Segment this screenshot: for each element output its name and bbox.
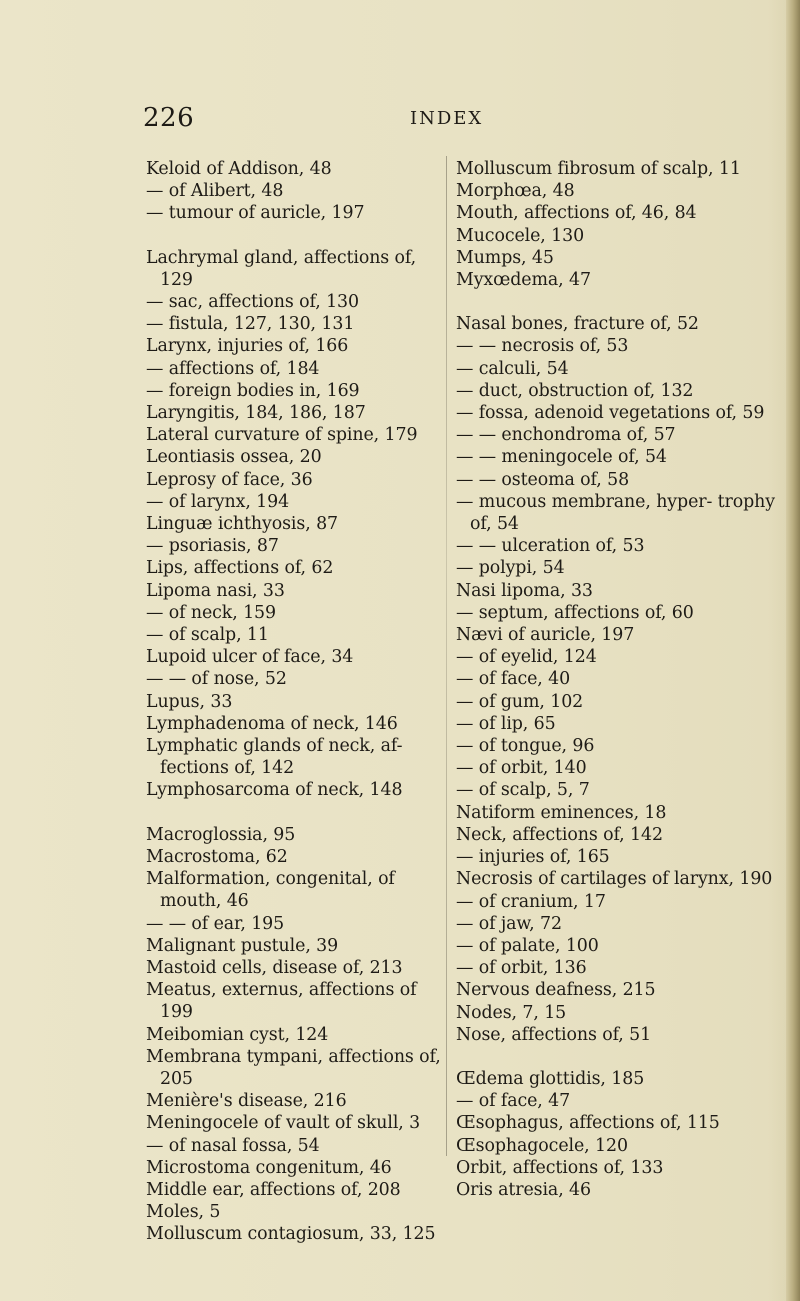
- index-entry: Mouth, affections of, 46, 84: [456, 203, 697, 224]
- index-column-right: [456, 158, 786, 1201]
- index-entry: Myxœdema, 47: [456, 270, 591, 291]
- index-entry: — — of nose, 52: [146, 669, 287, 690]
- index-entry: Neck, affections of, 142: [456, 824, 663, 845]
- page-number: 226: [143, 103, 195, 133]
- index-entry: Nævi of auricle, 197: [456, 625, 635, 646]
- index-entry: Lupus, 33: [146, 691, 233, 712]
- index-entry: Molluscum fibrosum of scalp, 11: [456, 159, 741, 179]
- index-entry: — of scalp, 11: [146, 625, 269, 646]
- index-entry: — calculi, 54: [456, 358, 569, 379]
- index-entry: — mucous membrane, hyper- trophy of, 54: [456, 491, 781, 535]
- index-entry: Macroglossia, 95: [146, 824, 296, 845]
- index-entry: Leprosy of face, 36: [146, 469, 313, 490]
- index-entry: Malignant pustule, 39: [146, 935, 339, 956]
- index-entry: — duct, obstruction of, 132: [456, 380, 694, 401]
- index-entry: Mumps, 45: [456, 247, 554, 268]
- index-entry: — of gum, 102: [456, 691, 584, 712]
- index-entry: Laryngitis, 184, 186, 187: [146, 403, 366, 424]
- index-entry: Larynx, injuries of, 166: [146, 336, 349, 357]
- index-entry: Lupoid ulcer of face, 34: [146, 647, 354, 668]
- index-entry: Meatus, externus, affections of 199: [146, 980, 422, 1023]
- index-entry: — of cranium, 17: [456, 891, 606, 912]
- index-entry: Lymphosarcoma of neck, 148: [146, 780, 403, 801]
- index-entry: Œsophagocele, 120: [456, 1135, 628, 1156]
- index-entry: — of nasal fossa, 54: [146, 1135, 320, 1156]
- index-entry: — affections of, 184: [146, 358, 320, 379]
- index-entry: Orbit, affections of, 133: [456, 1157, 664, 1178]
- index-entry: Menière's disease, 216: [146, 1091, 347, 1112]
- index-entry: Mastoid cells, disease of, 213: [146, 957, 403, 978]
- index-entry: — of scalp, 5, 7: [456, 780, 590, 801]
- index-entry: — injuries of, 165: [456, 847, 610, 868]
- index-entry: Lymphadenoma of neck, 146: [146, 713, 398, 734]
- index-entry: — of neck, 159: [146, 602, 276, 623]
- index-entry: Lipoma nasi, 33: [146, 580, 285, 601]
- index-entry: Oris atresia, 46: [456, 1179, 591, 1200]
- index-entry: Meibomian cyst, 124: [146, 1024, 329, 1045]
- index-entry: — — osteoma of, 58: [456, 469, 630, 490]
- column-rule: [446, 156, 447, 1156]
- page-header: [0, 103, 800, 133]
- index-entry: Malformation, congenital, of mouth, 46: [146, 869, 401, 912]
- index-entry: Œsophagus, affections of, 115: [456, 1113, 720, 1134]
- index-entry: Moles, 5: [146, 1202, 221, 1223]
- index-entry: Nasi lipoma, 33: [456, 580, 593, 601]
- running-head: INDEX: [410, 108, 484, 129]
- index-entry: — of tongue, 96: [456, 736, 595, 757]
- page-edge: [786, 0, 800, 1301]
- index-entry: Nodes, 7, 15: [456, 1002, 567, 1023]
- index-entry: — of Alibert, 48: [146, 181, 284, 202]
- index-entry: Lymphatic glands of neck, af- fections of, 142: [146, 736, 408, 779]
- index-entry: Nasal bones, fracture of, 52: [456, 314, 699, 335]
- index-entry: Œdema glottidis, 185: [456, 1068, 645, 1089]
- index-entry: Lachrymal gland, affections of, 129: [146, 247, 422, 290]
- index-entry: — foreign bodies in, 169: [146, 380, 360, 401]
- index-entry: — of face, 47: [456, 1091, 571, 1112]
- index-entry: Natiform eminences, 18: [456, 802, 667, 823]
- index-entry: — — meningocele of, 54: [456, 447, 667, 468]
- index-entry: — fistula, 127, 130, 131: [146, 314, 355, 335]
- index-entry: — of lip, 65: [456, 713, 556, 734]
- index-entry: — of orbit, 136: [456, 958, 587, 979]
- index-entry: — of eyelid, 124: [456, 647, 597, 668]
- index-entry: Keloid of Addison, 48: [146, 159, 332, 179]
- index-entry: — of larynx, 194: [146, 491, 290, 512]
- index-entry: — — ulceration of, 53: [456, 536, 645, 557]
- index-entry: — psoriasis, 87: [146, 536, 279, 557]
- index-entry: — tumour of auricle, 197: [146, 203, 365, 224]
- index-entry: Lateral curvature of spine, 179: [146, 425, 418, 446]
- index-entry: Linguæ ichthyosis, 87: [146, 514, 338, 535]
- index-entry: — of palate, 100: [456, 935, 599, 956]
- index-entry: — of jaw, 72: [456, 913, 562, 934]
- index-entry: — — enchondroma of, 57: [456, 425, 676, 446]
- index-entry: Morphœa, 48: [456, 181, 575, 202]
- index-entry: Necrosis of cartilages of larynx, 190: [456, 869, 773, 890]
- index-entry: Nervous deafness, 215: [456, 980, 656, 1001]
- index-entry: — of orbit, 140: [456, 758, 587, 779]
- index-entry: — — necrosis of, 53: [456, 336, 629, 357]
- index-entry: Lips, affections of, 62: [146, 558, 334, 579]
- index-column-left: [146, 158, 446, 1246]
- index-entry: Nose, affections of, 51: [456, 1024, 652, 1045]
- index-entry: Mucocele, 130: [456, 225, 585, 246]
- index-entry: — septum, affections of, 60: [456, 602, 694, 623]
- index-entry: — polypi, 54: [456, 558, 565, 579]
- index-entry: Macrostoma, 62: [146, 846, 288, 867]
- index-entry: Middle ear, affections of, 208: [146, 1179, 401, 1200]
- index-entry: Meningocele of vault of skull, 3: [146, 1113, 421, 1134]
- index-entry: — — of ear, 195: [146, 913, 285, 934]
- index-entry: Leontiasis ossea, 20: [146, 447, 322, 468]
- index-entry: — fossa, adenoid vegetations of, 59: [456, 403, 765, 424]
- index-entry: Microstoma congenitum, 46: [146, 1157, 392, 1178]
- index-entry: — of face, 40: [456, 669, 571, 690]
- index-entry: Membrana tympani, affections of, 205: [146, 1046, 447, 1089]
- index-entry: Molluscum contagiosum, 33, 125: [146, 1224, 436, 1245]
- index-entry: — sac, affections of, 130: [146, 292, 359, 313]
